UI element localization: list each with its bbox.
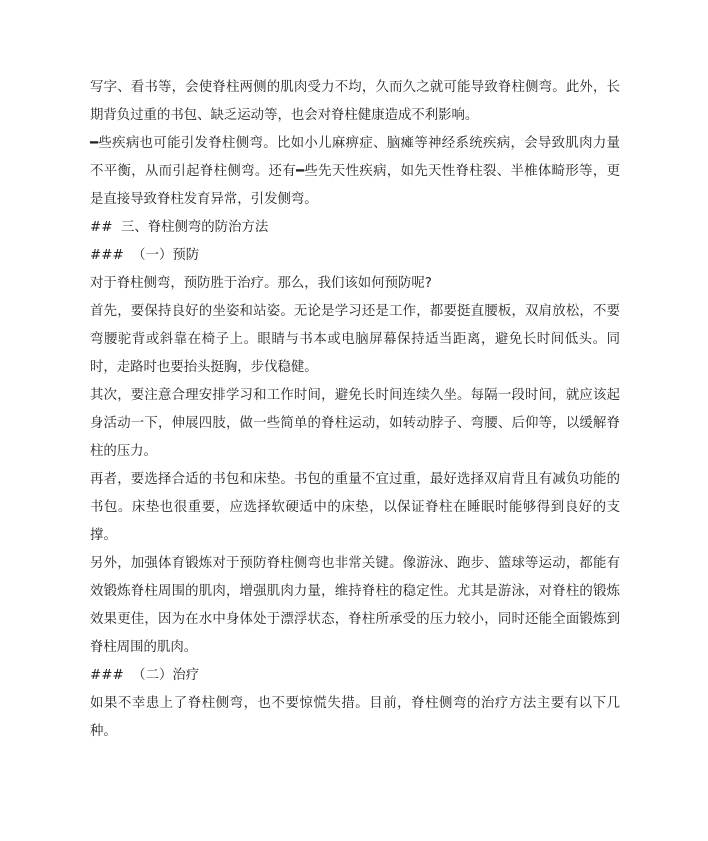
subsection-heading-prevention: ### （一）预防 [90,248,200,263]
paragraph-third-backpack-mattress: 再者，要选择合适的书包和床垫。书包的重量不宜过重，最好选择双肩背且有减负功能的书包。床垫也很重要，应选择软硬适中的床垫，以保证脊柱在睡眠时能够得到良好的支撑。 [90,472,620,543]
section-heading-prevention-treatment: ## 三、脊柱侧弯的防治方法 [90,220,269,235]
paragraph-treatment-intro: 如果不幸患上了脊柱侧弯，也不要惊慌失措。目前，脊柱侧弯的治疗方法主要有以下几种。 [90,696,620,739]
paragraph-exercise: 另外，加强体育锻炼对于预防脊柱侧弯也非常关键。像游泳、跑步、篮球等运动，都能有效锻炼脊柱周围的肌肉，增强肌肉力量，维持脊柱的稳定性。尤其是游泳，对脊柱的锻炼效果更佳，因为在水中身体处于漂浮状态，脊柱所承受的压力较小，同时还能全面锻炼到脊柱周围的肌肉。 [90,556,620,655]
paragraph-second-schedule: 其次，要注意合理安排学习和工作时间，避免长时间连续久坐。每隔一段时间，就应该起身活动一下，伸展四肢，做一些简单的脊柱运动，如转动脖子、弯腰、后仰等，以缓解脊柱的压力。 [90,388,620,459]
paragraph-posture-habits: 写字、看书等，会使脊柱两侧的肌肉受力不均，久而久之就可能导致脊柱侧弯。此外，长期背负过重的书包、缺乏运动等，也会对脊柱健康造成不利影响。 [90,80,620,123]
paragraph-prevention-intro: 对于脊柱侧弯，预防胜于治疗。那么，我们该如何预防呢? [90,276,432,291]
paragraph-disease-causes: ━些疾病也可能引发脊柱侧弯。比如小儿麻痹症、脑瘫等神经系统疾病，会导致肌肉力量不平衡，从而引起脊柱侧弯。还有━些先天性疾病，如先天性脊柱裂、半椎体畸形等，更是直接导致脊柱发育异常，引发侧弯。 [90,136,620,207]
document-page [90,74,620,746]
paragraph-first-posture: 首先，要保持良好的坐姿和站姿。无论是学习还是工作，都要挺直腰板，双肩放松，不要弯腰驼背或斜靠在椅子上。眼睛与书本或电脑屏幕保持适当距离，避免长时间低头。同时，走路时也要抬头挺胸，步伐稳健。 [90,304,620,375]
subsection-heading-treatment: ### （二）治疗 [90,668,200,683]
